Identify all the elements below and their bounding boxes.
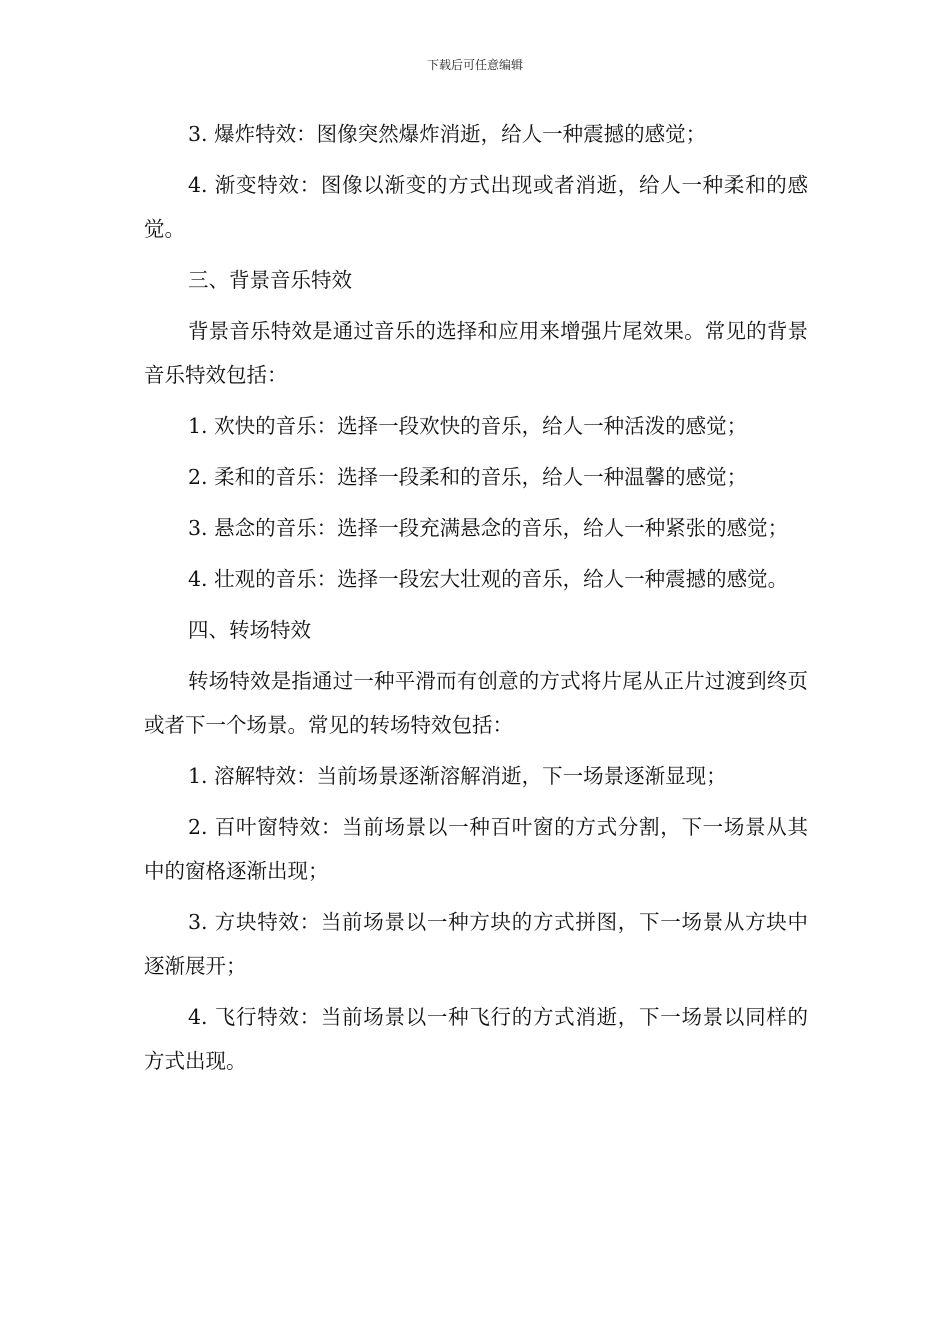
paragraph-block-effect: 3. 方块特效：当前场景以一种方块的方式拼图，下一场景从方块中逐渐展开；	[144, 910, 808, 978]
paragraph-gradient-effect: 4. 渐变特效：图像以渐变的方式出现或者消逝，给人一种柔和的感觉。	[144, 173, 808, 241]
paragraph-cheerful-music: 1. 欢快的音乐：选择一段欢快的音乐，给人一种活泼的感觉；	[188, 414, 748, 438]
paragraph-gentle-music: 2. 柔和的音乐：选择一段柔和的音乐，给人一种温馨的感觉；	[188, 465, 748, 489]
paragraph-suspense-music: 3. 悬念的音乐：选择一段充满悬念的音乐，给人一种紧张的感觉；	[188, 516, 789, 540]
paragraph-dissolve-effect: 1. 溶解特效：当前场景逐渐溶解消逝，下一场景逐渐显现；	[188, 764, 727, 788]
paragraph-blinds-effect: 2. 百叶窗特效：当前场景以一种百叶窗的方式分割，下一场景从其中的窗格逐渐出现；	[144, 815, 808, 883]
header-note: 下载后可任意编辑	[426, 58, 523, 72]
section-heading-transition: 四、转场特效	[188, 618, 311, 642]
paragraph-flight-effect: 4. 飞行特效：当前场景以一种飞行的方式消逝，下一场景以同样的方式出现。	[144, 1005, 808, 1073]
paragraph-explosion-effect: 3. 爆炸特效：图像突然爆炸消逝，给人一种震撼的感觉；	[188, 122, 707, 146]
paragraph-background-music-intro: 背景音乐特效是通过音乐的选择和应用来增强片尾效果。常见的背景音乐特效包括：	[144, 319, 808, 387]
document-body	[144, 112, 808, 1090]
paragraph-grand-music: 4. 壮观的音乐：选择一段宏大壮观的音乐，给人一种震撼的感觉。	[188, 567, 789, 591]
paragraph-transition-intro: 转场特效是指通过一种平滑而有创意的方式将片尾从正片过渡到终页或者下一个场景。常见的转场特效包括：	[144, 669, 808, 737]
section-heading-background-music: 三、背景音乐特效	[188, 268, 352, 292]
